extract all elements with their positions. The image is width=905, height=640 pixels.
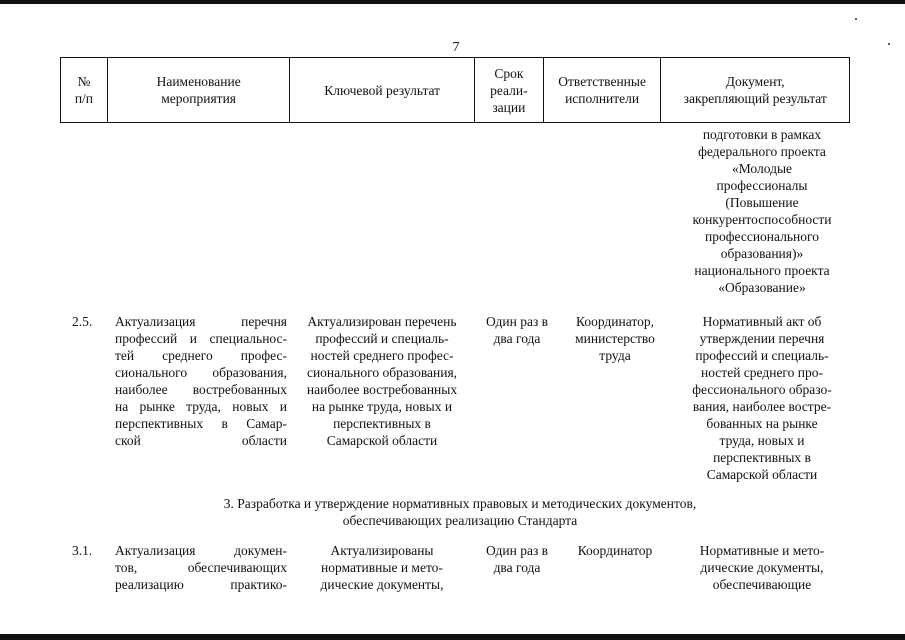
scan-speck — [888, 43, 890, 45]
table-header — [60, 57, 850, 123]
scan-edge-bottom — [0, 634, 905, 640]
header-responsible: Ответственные исполнители — [544, 58, 662, 122]
section-heading: 3. Разработка и утверждение нормативных правовых и методических документов, обеспечивающих реализацию Стандарта — [223, 496, 697, 528]
row-number: 2.5. — [72, 314, 93, 329]
row-term: Один раз в два года — [485, 314, 549, 346]
row-document: Нормативный акт об утверждении перечня профессий и специаль- ностей среднего про- фессионального образо- вания, наиболее востре- бованных на рынке труда, новых и перспективных в Самарской области — [692, 314, 832, 482]
continuation-document: подготовки в рамках федерального проекта «Молодые профессионалы (Повышение конкурентоспособности профессионального образования)» национального проекта «Образование» — [692, 127, 832, 295]
scan-edge-top — [0, 0, 905, 4]
page-number: 7 — [452, 40, 460, 55]
row-responsible: Координатор, министерство труда — [575, 314, 655, 363]
header-num: № п/п — [61, 58, 108, 122]
header-document: Документ, закрепляющий результат — [683, 74, 827, 106]
header-name: Наименование мероприятия — [108, 58, 291, 122]
scan-speck — [855, 18, 857, 20]
row-name: Актуализация перечня профессий и специальнос- тей среднего профес- сионального образования, наиболее востребованных на рынке труда, новых и перспективных в Самар- ской области — [115, 314, 287, 448]
row-responsible: Координатор — [577, 543, 653, 558]
header-result: Ключевой результат — [290, 58, 475, 122]
row-name: Актуализация докумен- тов, обеспечивающих реализацию практико- — [115, 543, 287, 592]
row-document: Нормативные и мето- дические документы, обеспечивающие — [699, 543, 825, 592]
row-result: Актуализирован перечень профессий и специаль- ностей среднего профес- сионального образования, наиболее востребованных на рынке труда, новых и перспективных в Самарской области — [306, 314, 458, 448]
row-number: 3.1. — [72, 543, 93, 558]
row-result: Актуализированы нормативные и мето- дические документы, — [320, 543, 444, 592]
header-term: Срок реали- зации — [475, 58, 544, 122]
row-term: Один раз в два года — [485, 543, 549, 575]
